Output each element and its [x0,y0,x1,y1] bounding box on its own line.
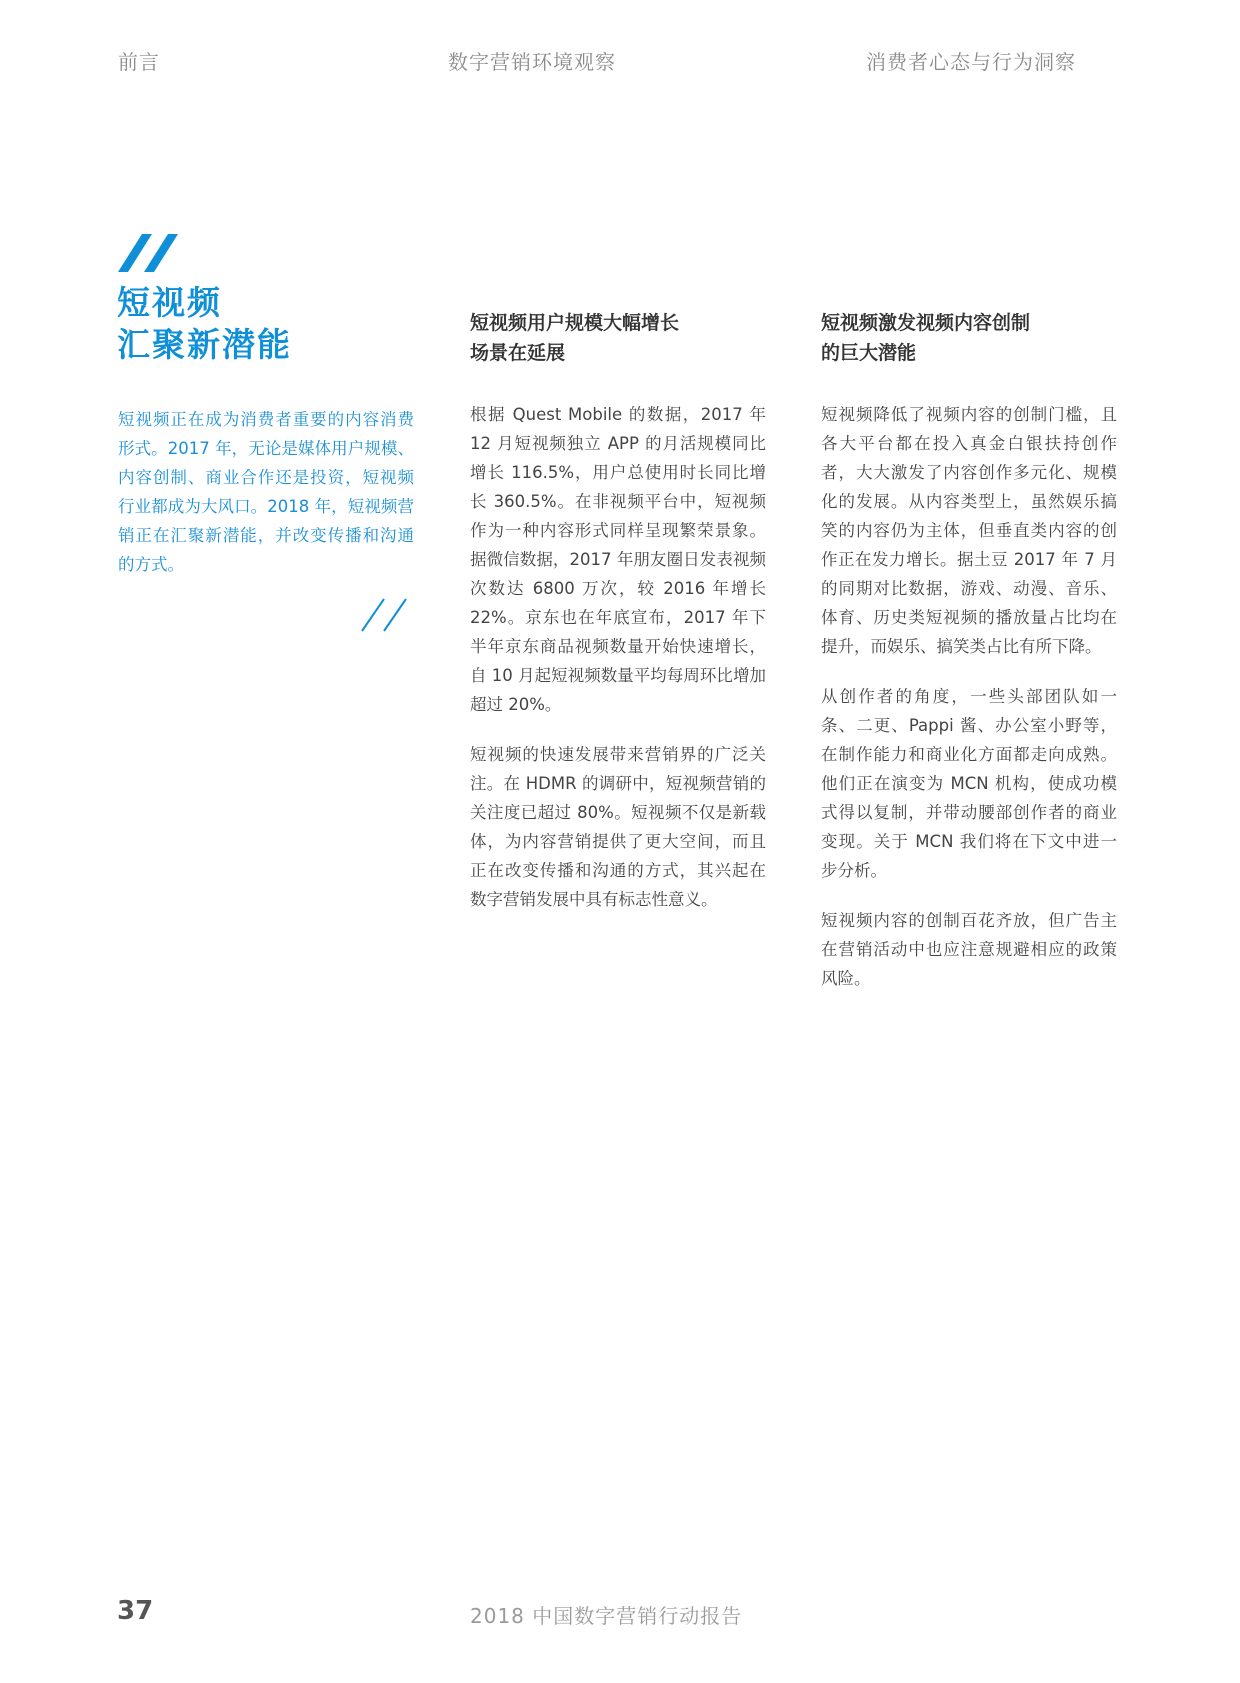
section-title-line1: 短视频 [117,283,222,322]
column-heading-line1: 短视频用户规模大幅增长 [470,312,680,334]
nav-item-consumer-insights[interactable]: 消费者心态与行为洞察 [866,50,1076,74]
double-slash-outline-icon [360,598,410,632]
column-heading-line1: 短视频激发视频内容创制 [821,312,1031,334]
paragraph: 根据 Quest Mobile 的数据，2017 年 12 月短视频独立 APP 的月活规模同比增长 116.5%，用户总使用时长同比增长 360.5%。在非视频平台中，短视频作为一种内容形式同样呈现繁荣景象。据微信数据，2017 年朋友圈日发表视频次数达 6800 万次，较 2016 年增长 22%。京东也在年底宣布，2017 年下半年京东商品视频数量开始快速增长，自 10 月起短视频数量平均每周环比增加超过 20%。 [470,405,766,714]
report-title: 2018 中国数字营销行动报告 [470,1604,743,1628]
section-title [117,282,292,366]
nav-item-preface[interactable]: 前言 [118,50,160,74]
column-heading [470,308,766,400]
section-title-line2: 汇聚新潜能 [117,325,292,364]
section-intro: 短视频正在成为消费者重要的内容消费形式。2017 年，无论是媒体用户规模、内容创制、商业合作还是投资，短视频行业都成为大风口。2018 年，短视频营销正在汇聚新潜能，并改变传播和沟通的方式。 [118,410,414,574]
top-navigation [0,46,1240,76]
column-heading-line2: 场景在延展 [470,342,566,364]
page-number: 37 [117,1596,154,1626]
column-heading [821,308,1117,400]
nav-item-digital-marketing-environment[interactable]: 数字营销环境观察 [448,50,616,74]
paragraph: 从创作者的角度，一些头部团队如一条、二更、Pappi 酱、办公室小野等，在制作能力和商业化方面都走向成熟。他们正在演变为 MCN 机构，使成功模式得以复制，并带动腰部创作者的商业变现。关于 MCN 我们将在下文中进一步分析。 [821,687,1117,880]
article-column-content-potential [821,308,1117,1014]
paragraph: 短视频内容的创制百花齐放，但广告主在营销活动中也应注意规避相应的政策风险。 [821,911,1117,988]
paragraph: 短视频的快速发展带来营销界的广泛关注。在 HDMR 的调研中，短视频营销的关注度已超过 80%。短视频不仅是新载体，为内容营销提供了更大空间，而且正在改变传播和沟通的方式，其兴起在数字营销发展中具有标志性意义。 [470,745,766,909]
paragraph: 短视频降低了视频内容的创制门槛，且各大平台都在投入真金白银扶持创作者，大大激发了内容创作多元化、规模化的发展。从内容类型上，虽然娱乐搞笑的内容仍为主体，但垂直类内容的创作正在发力增长。据土豆 2017 年 7 月的同期对比数据，游戏、动漫、音乐、体育、历史类短视频的播放量占比均在提升，而娱乐、搞笑类占比有所下降。 [821,405,1117,656]
column-heading-line2: 的巨大潜能 [821,342,917,364]
article-column-user-growth [470,308,766,935]
double-slash-icon [118,234,182,272]
